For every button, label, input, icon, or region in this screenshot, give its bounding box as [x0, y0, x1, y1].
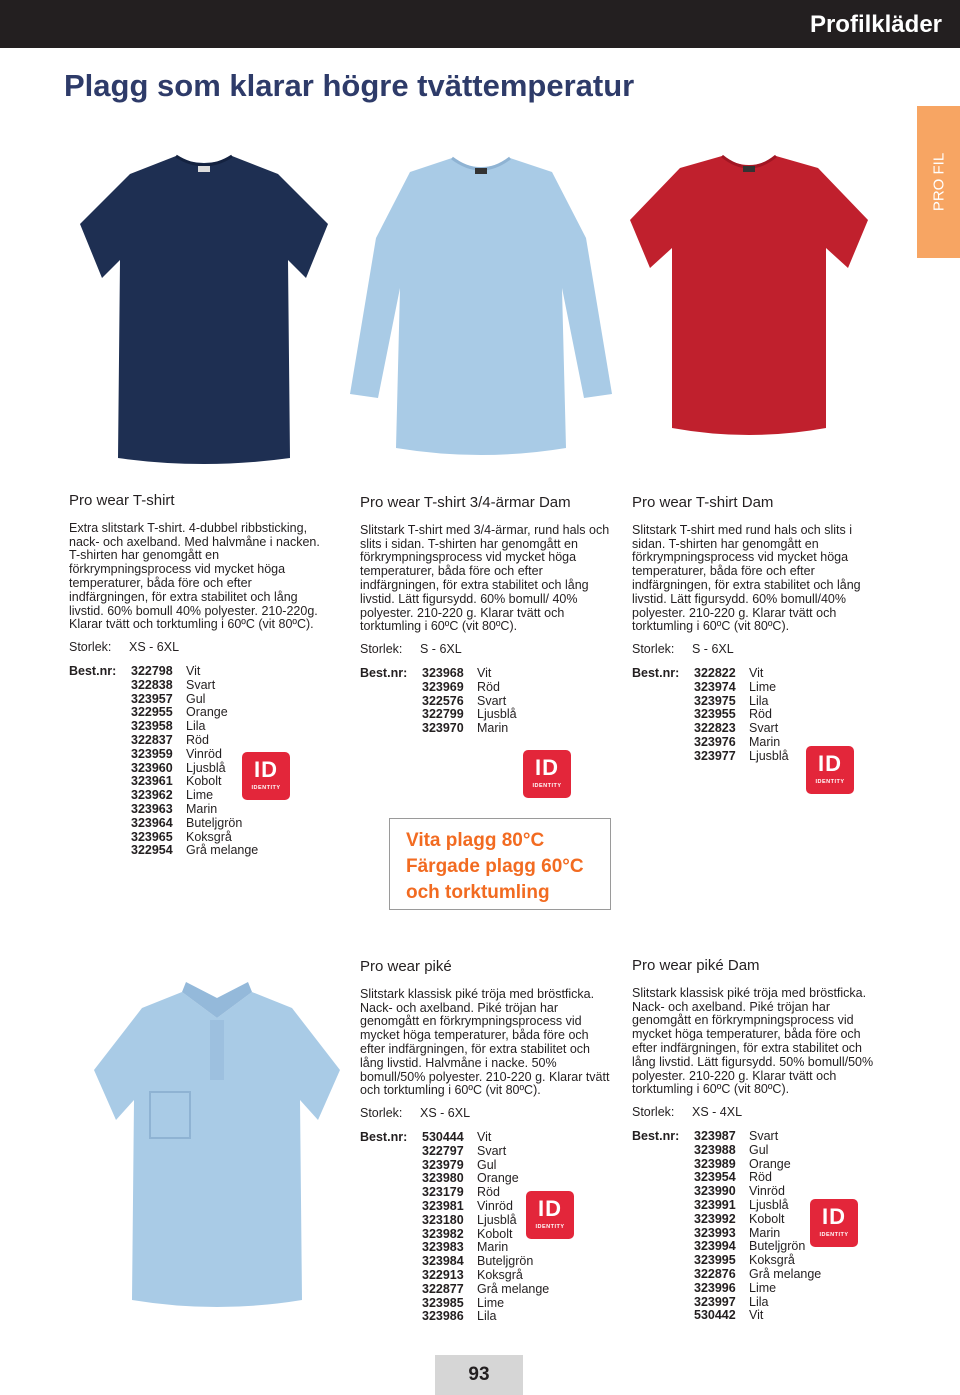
order-color: Lila — [477, 1309, 497, 1324]
id-identity-logo: ID IDENTITY — [526, 1191, 574, 1239]
order-color: Svart — [477, 1143, 507, 1158]
order-color: Marin — [477, 1240, 509, 1255]
order-color: Buteljgrön — [477, 1254, 534, 1269]
order-number: 322955 — [131, 705, 173, 720]
order-list — [694, 667, 789, 764]
order-number: 322576 — [422, 693, 464, 708]
wash-line-white: Vita plagg 80°C — [406, 830, 545, 851]
order-row — [694, 708, 789, 722]
order-number: 323983 — [422, 1240, 464, 1255]
order-color: Grå melange — [186, 843, 259, 858]
product-description: Extra slitstark T-shirt. 4-dubbel ribbsticking, nack- och axelband. Med halvmåne i nacken. T-shirten har genomgått en förkrympningsprocess vid mycket höga temperaturer, båda före och efter indfärgningen, för extra stabilitet och lång livstid. 60% bomull 40% polyester. 210-220g. Klarar tvätt och torktumling i 60ºC (vit 80ºC). — [69, 520, 320, 632]
order-number: 323986 — [422, 1309, 464, 1324]
order-row — [131, 762, 258, 776]
wash-temperature-box — [389, 818, 611, 910]
id-identity-logo: ID IDENTITY — [242, 752, 290, 800]
size-value: S - 6XL — [420, 642, 462, 657]
order-number: 323980 — [422, 1171, 464, 1186]
orders-label: Best.nr: — [360, 1129, 408, 1144]
product-description: Slitstark klassisk piké tröja med bröstficka. Nack- och axelband. Piké tröjan har genomgått en förkrympningsprocess vid mycket höga temperaturer, båda före och efter indfärgningen, för extra stabilitet och lång livstid. Halvmåne i nacke. 50% bomull/50% polyester. 210-220 g. Klarar tvätt och torktumling i 60ºC (vit 80ºC). — [360, 986, 610, 1098]
product-description: Slitstark T-shirt med 3/4-ärmar, rund hals och slits i sidan. T-shirten har genomgått en förkrympningsprocess vid mycket höga temperaturer, båda före och efter indfärgningen, för extra stabilitet och lång livstid. Lätt figursydd. 60% bomull/ 40% polyester. 210-220 g. Klarar tvätt och torktumling i 60ºC (vit 80ºC). — [360, 522, 610, 634]
order-row — [694, 1130, 821, 1144]
order-row — [422, 695, 517, 709]
size-row — [360, 1107, 612, 1121]
order-row — [694, 1185, 821, 1199]
order-number: 323957 — [131, 691, 173, 706]
page-headline: Plagg som klarar högre tvättemperatur — [64, 68, 635, 103]
order-row — [694, 736, 789, 750]
order-color: Gul — [477, 1157, 497, 1172]
order-color: Svart — [477, 693, 507, 708]
navy-tshirt-photo — [66, 128, 342, 478]
order-number: 323985 — [422, 1295, 464, 1310]
order-color: Orange — [749, 1156, 791, 1171]
order-number: 323996 — [694, 1280, 736, 1295]
order-row — [422, 1159, 549, 1173]
section-title: Profilkläder — [809, 11, 942, 38]
product-description: Slitstark T-shirt med rund hals och slits i sidan. T-shirten har genomgått en förkrympningsprocess vid mycket höga temperaturer, båda före och efter indfärgningen, för extra stabilitet och lång livstid. Lätt figursydd. 60% bomull/40% polyester. 210-220 g. Klarar tvätt och torktumling i 60ºC (vit 80ºC). — [632, 522, 861, 634]
order-row — [422, 1310, 549, 1324]
product-title: Pro wear piké — [360, 958, 452, 975]
order-number: 323963 — [131, 801, 173, 816]
order-row — [131, 720, 258, 734]
order-color: Lime — [186, 788, 214, 803]
order-row — [694, 722, 789, 736]
order-row — [422, 722, 517, 736]
size-label: Storlek: — [360, 642, 403, 657]
order-row — [131, 734, 258, 748]
order-row — [422, 1255, 549, 1269]
order-color: Lime — [749, 1280, 777, 1295]
order-row — [694, 1240, 821, 1254]
order-color: Buteljgrön — [749, 1239, 806, 1254]
order-color: Koksgrå — [477, 1267, 523, 1282]
order-number: 322837 — [131, 732, 173, 747]
order-number: 323992 — [694, 1211, 736, 1226]
order-color: Röd — [749, 1170, 772, 1185]
size-value: XS - 4XL — [692, 1105, 743, 1120]
order-number: 322876 — [694, 1266, 736, 1281]
orders-label: Best.nr: — [360, 665, 408, 680]
order-color: Ljusblå — [749, 1197, 789, 1212]
order-number: 322799 — [422, 707, 464, 722]
order-number: 323969 — [422, 679, 464, 694]
wash-line-colored: Färgade plagg 60°C — [406, 856, 584, 877]
order-color: Grå melange — [477, 1281, 550, 1296]
order-row — [694, 750, 789, 764]
order-color: Gul — [749, 1142, 769, 1157]
order-numbers — [360, 1131, 612, 1324]
order-row — [131, 775, 258, 789]
order-color: Buteljgrön — [186, 815, 243, 830]
order-number: 323976 — [694, 734, 736, 749]
order-number: 323975 — [694, 693, 736, 708]
order-row — [131, 817, 258, 831]
id-identity-logo: ID IDENTITY — [806, 746, 854, 794]
order-number: 323990 — [694, 1184, 736, 1199]
order-list — [694, 1130, 821, 1323]
order-row — [694, 1158, 821, 1172]
orders-label: Best.nr: — [632, 665, 680, 680]
order-number: 323954 — [694, 1170, 736, 1185]
size-label: Storlek: — [360, 1106, 403, 1121]
order-color: Marin — [749, 734, 781, 749]
order-row — [694, 1296, 821, 1310]
wash-line-tumble: och torktumling — [406, 882, 550, 903]
lightblue-pike-photo — [86, 970, 348, 1320]
order-number: 323991 — [694, 1197, 736, 1212]
product-pro-wear-pike — [360, 960, 612, 1324]
order-color: Koksgrå — [749, 1253, 795, 1268]
size-row — [360, 643, 610, 657]
order-color: Kobolt — [477, 1226, 513, 1241]
order-color: Vinröd — [186, 746, 222, 761]
order-number: 323981 — [422, 1198, 464, 1213]
order-row — [422, 667, 517, 681]
order-number: 323179 — [422, 1185, 464, 1200]
order-color: Röd — [477, 1185, 500, 1200]
order-row — [131, 831, 258, 845]
order-color: Lila — [749, 1294, 769, 1309]
size-label: Storlek: — [632, 642, 675, 657]
order-row — [694, 1171, 821, 1185]
order-number: 323988 — [694, 1142, 736, 1157]
order-number: 323970 — [422, 721, 464, 736]
order-number: 323180 — [422, 1212, 464, 1227]
order-color: Ljusblå — [477, 1212, 517, 1227]
order-number: 323994 — [694, 1239, 736, 1254]
order-number: 322838 — [131, 677, 173, 692]
product-title: Pro wear T-shirt — [69, 492, 175, 509]
product-pro-wear-tshirt — [69, 494, 331, 858]
size-value: XS - 6XL — [129, 640, 180, 655]
order-color: Vinröd — [477, 1198, 513, 1213]
order-color: Marin — [477, 721, 509, 736]
product-pro-wear-tshirt-3-4-dam — [360, 496, 610, 736]
order-row — [694, 1309, 821, 1323]
order-color: Lila — [186, 719, 206, 734]
order-color: Lila — [749, 693, 769, 708]
order-color: Ljusblå — [477, 707, 517, 722]
order-number: 323958 — [131, 719, 173, 734]
order-number: 322913 — [422, 1267, 464, 1282]
order-color: Kobolt — [186, 774, 222, 789]
order-number: 323960 — [131, 760, 173, 775]
page-number: 93 — [435, 1355, 523, 1395]
order-color: Lime — [477, 1295, 505, 1310]
order-row — [131, 748, 258, 762]
order-row — [694, 1199, 821, 1213]
order-color: Kobolt — [749, 1211, 785, 1226]
order-number: 322954 — [131, 843, 173, 858]
order-row — [131, 665, 258, 679]
order-number: 530442 — [694, 1308, 736, 1323]
size-label: Storlek: — [69, 640, 112, 655]
size-value: XS - 6XL — [420, 1106, 471, 1121]
order-color: Lime — [749, 679, 777, 694]
order-number: 323989 — [694, 1156, 736, 1171]
order-color: Orange — [477, 1171, 519, 1186]
order-row — [131, 706, 258, 720]
order-number: 323964 — [131, 815, 173, 830]
order-row — [131, 789, 258, 803]
product-title: Pro wear piké Dam — [632, 957, 760, 974]
order-row — [694, 681, 789, 695]
order-row — [694, 1268, 821, 1282]
order-list — [422, 667, 517, 736]
order-color: Röd — [477, 679, 500, 694]
order-color: Röd — [749, 707, 772, 722]
size-label: Storlek: — [632, 1105, 675, 1120]
order-number: 323977 — [694, 748, 736, 763]
order-color: Vit — [477, 1129, 492, 1144]
order-number: 322877 — [422, 1281, 464, 1296]
size-row — [632, 1106, 884, 1120]
order-color: Grå melange — [749, 1266, 822, 1281]
order-color: Marin — [749, 1225, 781, 1240]
order-number: 322822 — [694, 665, 736, 680]
order-color: Vit — [186, 663, 201, 678]
side-tab — [917, 106, 960, 258]
product-title: Pro wear T-shirt 3/4-ärmar Dam — [360, 494, 571, 511]
order-number: 323974 — [694, 679, 736, 694]
order-row — [131, 693, 258, 707]
order-numbers — [69, 665, 331, 858]
order-number: 323984 — [422, 1254, 464, 1269]
order-color: Vinröd — [749, 1184, 785, 1199]
order-number: 323962 — [131, 788, 173, 803]
side-tab-label: PRO FIL — [930, 152, 947, 212]
order-numbers — [360, 667, 610, 736]
order-number: 323979 — [422, 1157, 464, 1172]
orders-label: Best.nr: — [69, 663, 117, 678]
order-color: Vit — [477, 665, 492, 680]
size-value: S - 6XL — [692, 642, 734, 657]
order-row — [694, 1254, 821, 1268]
product-title: Pro wear T-shirt Dam — [632, 494, 774, 511]
order-row — [694, 1282, 821, 1296]
size-row — [69, 641, 331, 655]
order-row — [422, 708, 517, 722]
order-row — [694, 1213, 821, 1227]
order-color: Koksgrå — [186, 829, 232, 844]
order-color: Svart — [749, 721, 779, 736]
order-number: 323968 — [422, 665, 464, 680]
header-bar — [0, 0, 960, 48]
order-number: 323987 — [694, 1128, 736, 1143]
order-row — [422, 1269, 549, 1283]
order-number: 530444 — [422, 1129, 464, 1144]
order-color: Ljusblå — [749, 748, 789, 763]
order-row — [422, 681, 517, 695]
order-number: 323993 — [694, 1225, 736, 1240]
order-number: 323961 — [131, 774, 173, 789]
order-row — [131, 803, 258, 817]
order-color: Ljusblå — [186, 760, 226, 775]
order-number: 322823 — [694, 721, 736, 736]
id-identity-logo: ID IDENTITY — [810, 1199, 858, 1247]
order-row — [422, 1297, 549, 1311]
order-number: 323995 — [694, 1253, 736, 1268]
id-identity-logo: ID IDENTITY — [523, 750, 571, 798]
lightblue-3-4-sleeve-tshirt-photo — [340, 128, 622, 478]
order-number: 322797 — [422, 1143, 464, 1158]
order-row — [694, 695, 789, 709]
order-row — [131, 844, 258, 858]
product-description: Slitstark klassisk piké tröja med bröstficka. Nack- och axelband. Piké tröjan har genomgått en förkrympningsprocess vid mycket höga temperaturer, båda före och efter indfärgningen, för extra stabilitet och lång livstid. Lätt figursydd. 50% bomull/50% polyester. 210-220 g. Klarar tvätt och torktumling i 60ºC (vit 80ºC). — [632, 985, 874, 1097]
order-row — [694, 667, 789, 681]
order-color: Marin — [186, 801, 218, 816]
order-color: Vit — [749, 665, 764, 680]
size-row — [632, 643, 872, 657]
red-tshirt-dam-photo — [610, 128, 888, 478]
order-row — [422, 1131, 549, 1145]
order-row — [422, 1283, 549, 1297]
order-number: 323997 — [694, 1294, 736, 1309]
order-number: 322798 — [131, 663, 173, 678]
order-row — [694, 1144, 821, 1158]
order-number: 323982 — [422, 1226, 464, 1241]
order-row — [422, 1172, 549, 1186]
order-row — [131, 679, 258, 693]
order-number: 323965 — [131, 829, 173, 844]
order-color: Svart — [749, 1128, 779, 1143]
order-number: 323955 — [694, 707, 736, 722]
order-color: Gul — [186, 691, 206, 706]
order-list — [131, 665, 258, 858]
order-color: Röd — [186, 732, 209, 747]
order-color: Svart — [186, 677, 216, 692]
orders-label: Best.nr: — [632, 1128, 680, 1143]
order-color: Orange — [186, 705, 228, 720]
order-row — [694, 1227, 821, 1241]
order-color: Vit — [749, 1308, 764, 1323]
product-pro-wear-pike-dam — [632, 959, 884, 1323]
product-pro-wear-tshirt-dam — [632, 496, 872, 764]
order-row — [422, 1241, 549, 1255]
order-number: 323959 — [131, 746, 173, 761]
order-row — [422, 1145, 549, 1159]
